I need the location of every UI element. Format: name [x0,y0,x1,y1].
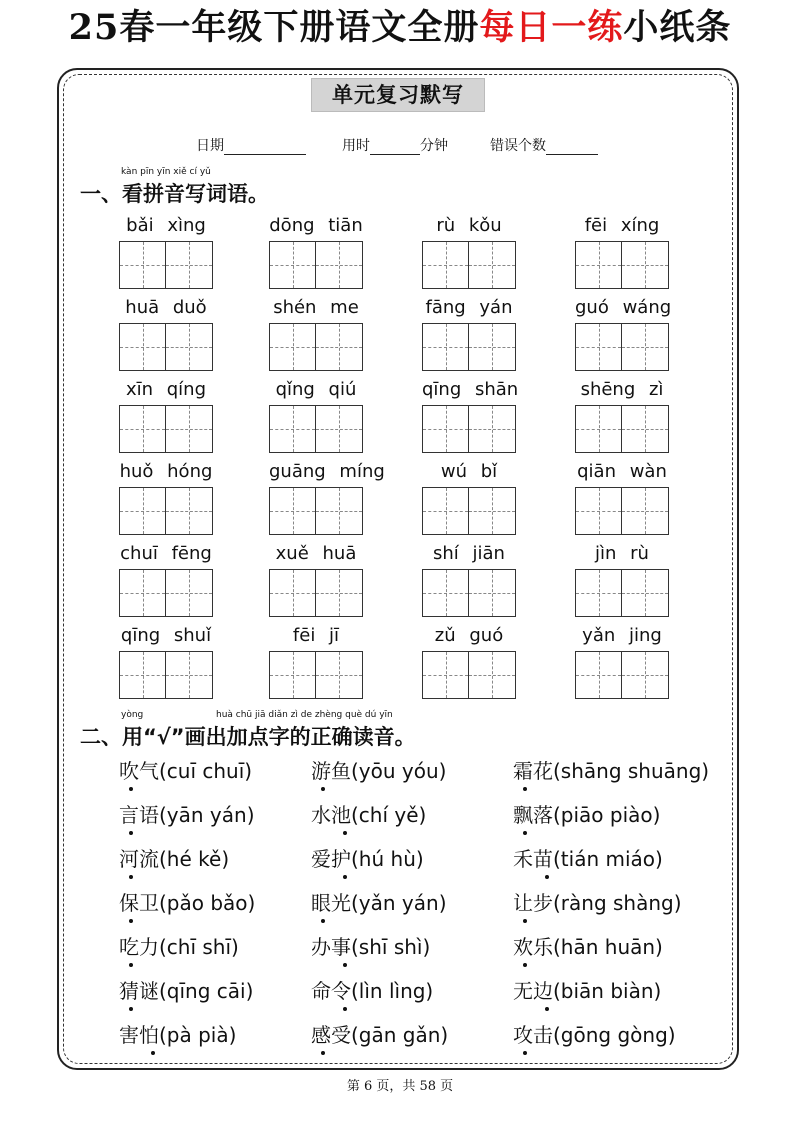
tianzige-box[interactable] [469,569,516,617]
word-cell [269,540,363,617]
question-options[interactable]: (tián miáo) [553,847,663,871]
question-item[interactable] [513,756,709,786]
question-options[interactable]: (biān biàn) [553,979,662,1003]
question-word: 霜花 [513,759,553,783]
question-item[interactable] [119,888,255,918]
tianzige-box[interactable] [269,487,316,535]
time-field[interactable] [342,135,448,155]
section1-ruby: kàn pīn yīn xiě cí yǔ [121,167,211,177]
tianzige-box[interactable] [622,569,669,617]
question-options[interactable]: (shī shì) [351,935,431,959]
tianzige-box[interactable] [166,241,213,289]
question-word: 飘落 [513,803,553,827]
tianzige-box[interactable] [622,323,669,371]
question-item[interactable] [119,932,239,962]
tianzige-pair [575,569,669,617]
unit-label: 单元复习默写 [311,78,485,112]
question-word: 吃力 [119,935,159,959]
question-options[interactable]: (pà pià) [159,1023,237,1047]
tianzige-pair [422,651,516,699]
section1-number: 一、 [80,182,122,206]
word-cell [575,294,672,371]
word-cell [269,212,363,289]
word-cell [119,294,213,371]
tianzige-box[interactable] [422,651,469,699]
tianzige-box[interactable] [119,569,166,617]
pinyin-label: qiān wàn [577,461,667,482]
tianzige-box[interactable] [119,651,166,699]
tianzige-pair [575,487,669,535]
question-word: 办事 [311,935,351,959]
errors-label: 错误个数 [490,138,546,154]
pinyin-label: zǔ guó [434,625,504,646]
word-cell [575,622,669,699]
question-item[interactable] [311,932,430,962]
tianzige-box[interactable] [269,241,316,289]
question-item[interactable] [513,1020,676,1050]
tianzige-box[interactable] [469,487,516,535]
pinyin-label: shēng zì [580,379,664,400]
question-options[interactable]: (hú hù) [351,847,424,871]
tianzige-pair [575,651,669,699]
tianzige-box[interactable] [575,323,622,371]
tianzige-box[interactable] [575,487,622,535]
title-prefix: 25春一年级下册语文全册 [68,7,480,48]
word-cell [575,540,669,617]
pinyin-label: yǎn jing [582,625,662,646]
title-suffix: 小纸条 [623,7,732,48]
question-options[interactable]: (pǎo bǎo) [159,891,256,915]
tianzige-pair [269,487,363,535]
tianzige-pair [269,241,363,289]
question-item[interactable] [119,1020,236,1050]
tianzige-box[interactable] [622,651,669,699]
pinyin-label: xuě huā [275,543,357,564]
pinyin-label: jìn rù [595,543,649,564]
tianzige-box[interactable] [575,651,622,699]
question-item[interactable] [311,1020,448,1050]
pinyin-label: fāng yán [425,297,513,318]
pinyin-label: huā duǒ [125,297,207,318]
tianzige-pair [269,405,363,453]
tianzige-box[interactable] [166,569,213,617]
emphasis-dot [545,875,549,879]
question-word: 河流 [119,847,159,871]
question-options[interactable]: (gān gǎn) [351,1023,449,1047]
emphasis-dot [343,1007,347,1011]
pinyin-label: fēi jī [292,625,340,646]
word-cell [269,622,363,699]
tianzige-box[interactable] [575,405,622,453]
question-word: 猜谜 [119,979,159,1003]
word-cell [575,212,669,289]
section1-title [80,178,269,208]
section2-ruby-1: yòng [121,710,144,720]
question-word: 攻击 [513,1023,553,1047]
question-word: 爱护 [311,847,351,871]
word-cell [119,376,213,453]
question-options[interactable]: (yōu yóu) [351,759,447,783]
emphasis-dot [129,875,133,879]
word-cell [119,540,213,617]
tianzige-pair [575,241,669,289]
tianzige-pair [269,569,363,617]
tianzige-box[interactable] [166,405,213,453]
question-item[interactable] [513,800,660,830]
page-footer: 第 6 页，共 58 页 [346,1079,454,1094]
word-cell [119,622,213,699]
question-options[interactable]: (qīng cāi) [159,979,254,1003]
question-options[interactable]: (yǎn yán) [351,891,447,915]
tianzige-box[interactable] [316,569,363,617]
emphasis-dot [343,831,347,835]
tianzige-pair [422,569,516,617]
question-item[interactable] [119,976,253,1006]
question-options[interactable]: (ràng shàng) [553,891,682,915]
question-word: 禾苗 [513,847,553,871]
question-item[interactable] [311,888,447,918]
tianzige-box[interactable] [622,487,669,535]
minutes-label: 分钟 [420,138,448,154]
section2-title [80,721,416,751]
tianzige-box[interactable] [166,651,213,699]
emphasis-dot [523,919,527,923]
question-word: 感受 [311,1023,351,1047]
section2-ruby-2: huà chū jiā diǎn zì de zhèng què dú yīn [216,710,393,720]
date-blank[interactable] [224,138,306,155]
question-options[interactable]: (chí yě) [351,803,427,827]
tianzige-pair [422,487,516,535]
tianzige-box[interactable] [316,487,363,535]
question-options[interactable]: (chī shī) [159,935,239,959]
emphasis-dot [321,919,325,923]
emphasis-dot [523,831,527,835]
question-item[interactable] [311,844,424,874]
pinyin-label: shí jiān [433,543,505,564]
word-cell [422,294,516,371]
question-options[interactable]: (yān yán) [159,803,255,827]
date-field[interactable] [196,135,306,155]
pinyin-label: guāng míng [269,461,385,482]
tianzige-box[interactable] [422,323,469,371]
emphasis-dot [129,787,133,791]
info-row [0,135,800,157]
emphasis-dot [129,963,133,967]
word-cell [422,622,516,699]
title-highlight: 每日一练 [479,7,624,48]
word-cell [269,458,385,535]
tianzige-pair [575,323,669,371]
tianzige-box[interactable] [469,405,516,453]
question-word: 游鱼 [311,759,351,783]
tianzige-box[interactable] [269,651,316,699]
tianzige-pair [119,487,213,535]
pinyin-label: xīn qíng [125,379,207,400]
emphasis-dot [129,1007,133,1011]
word-cell [575,458,669,535]
emphasis-dot [129,831,133,835]
question-item[interactable] [119,800,255,830]
tianzige-box[interactable] [422,487,469,535]
tianzige-pair [119,241,213,289]
word-cell [575,376,669,453]
question-item[interactable] [513,976,661,1006]
question-options[interactable]: (hān huān) [553,935,663,959]
pinyin-label: wú bǐ [440,461,498,482]
tianzige-box[interactable] [119,323,166,371]
tianzige-box[interactable] [422,241,469,289]
page-title [0,6,800,50]
pinyin-label: shén me [273,297,359,318]
emphasis-dot [343,875,347,879]
tianzige-box[interactable] [469,241,516,289]
tianzige-box[interactable] [469,651,516,699]
emphasis-dot [151,1051,155,1055]
tianzige-box[interactable] [316,651,363,699]
question-item[interactable] [119,756,252,786]
question-options[interactable]: (piāo piào) [553,803,661,827]
pinyin-label: huǒ hóng [119,461,213,482]
emphasis-dot [343,963,347,967]
question-item[interactable] [311,800,426,830]
pinyin-label: fēi xíng [584,215,660,236]
errors-field[interactable] [490,135,598,155]
question-item[interactable] [119,844,229,874]
question-word: 水池 [311,803,351,827]
question-word: 让步 [513,891,553,915]
question-options[interactable]: (gōng gòng) [553,1023,676,1047]
section2-number: 二、 [80,725,122,749]
tianzige-pair [119,405,213,453]
errors-blank[interactable] [546,138,598,155]
date-label: 日期 [196,138,224,154]
tianzige-box[interactable] [469,323,516,371]
question-item[interactable] [311,756,446,786]
tianzige-box[interactable] [269,569,316,617]
tianzige-box[interactable] [316,323,363,371]
tianzige-box[interactable] [622,241,669,289]
tianzige-box[interactable] [166,323,213,371]
tianzige-pair [119,569,213,617]
section2-text: 用“√”画出加点字的正确读音。 [122,725,416,749]
tianzige-pair [575,405,669,453]
question-word: 保卫 [119,891,159,915]
tianzige-box[interactable] [575,569,622,617]
tianzige-box[interactable] [316,241,363,289]
question-word: 害怕 [119,1023,159,1047]
pinyin-label: guó wáng [575,297,672,318]
emphasis-dot [321,1051,325,1055]
question-options[interactable]: (cuī chuī) [159,759,253,783]
tianzige-pair [119,323,213,371]
tianzige-box[interactable] [316,405,363,453]
pinyin-label: qīng shuǐ [120,625,212,646]
question-item[interactable] [513,844,663,874]
tianzige-pair [422,405,516,453]
tianzige-box[interactable] [269,405,316,453]
tianzige-box[interactable] [422,569,469,617]
time-label: 用时 [342,138,370,154]
pinyin-label: qǐng qiú [275,379,357,400]
question-options[interactable]: (hé kě) [159,847,230,871]
tianzige-box[interactable] [269,323,316,371]
question-word: 眼光 [311,891,351,915]
tianzige-pair [269,323,363,371]
tianzige-pair [119,651,213,699]
emphasis-dot [523,787,527,791]
pinyin-label: chuī fēng [120,543,212,564]
emphasis-dot [523,963,527,967]
question-item[interactable] [311,976,433,1006]
tianzige-box[interactable] [119,241,166,289]
pinyin-label: dōng tiān [269,215,363,236]
tianzige-box[interactable] [119,405,166,453]
question-word: 无边 [513,979,553,1003]
section1-text: 看拼音写词语。 [122,182,269,206]
question-item[interactable] [513,932,663,962]
question-options[interactable]: (shāng shuāng) [553,759,710,783]
time-blank[interactable] [370,138,420,155]
word-cell [422,540,516,617]
word-cell [269,376,363,453]
question-word: 吹气 [119,759,159,783]
word-cell [119,212,213,289]
tianzige-pair [422,323,516,371]
word-cell [422,376,519,453]
question-word: 言语 [119,803,159,827]
tianzige-box[interactable] [166,487,213,535]
word-cell [119,458,213,535]
emphasis-dot [321,787,325,791]
question-item[interactable] [513,888,682,918]
pinyin-label: qīng shān [422,379,519,400]
emphasis-dot [129,919,133,923]
tianzige-box[interactable] [622,405,669,453]
word-cell [422,212,516,289]
tianzige-box[interactable] [422,405,469,453]
emphasis-dot [523,1051,527,1055]
tianzige-pair [269,651,363,699]
pinyin-label: bǎi xìng [126,215,206,236]
tianzige-box[interactable] [575,241,622,289]
tianzige-box[interactable] [119,487,166,535]
question-options[interactable]: (lìn lìng) [351,979,434,1003]
question-word: 命令 [311,979,351,1003]
emphasis-dot [545,1007,549,1011]
question-word: 欢乐 [513,935,553,959]
word-cell [269,294,363,371]
tianzige-pair [422,241,516,289]
pinyin-label: rù kǒu [436,215,502,236]
word-cell [422,458,516,535]
